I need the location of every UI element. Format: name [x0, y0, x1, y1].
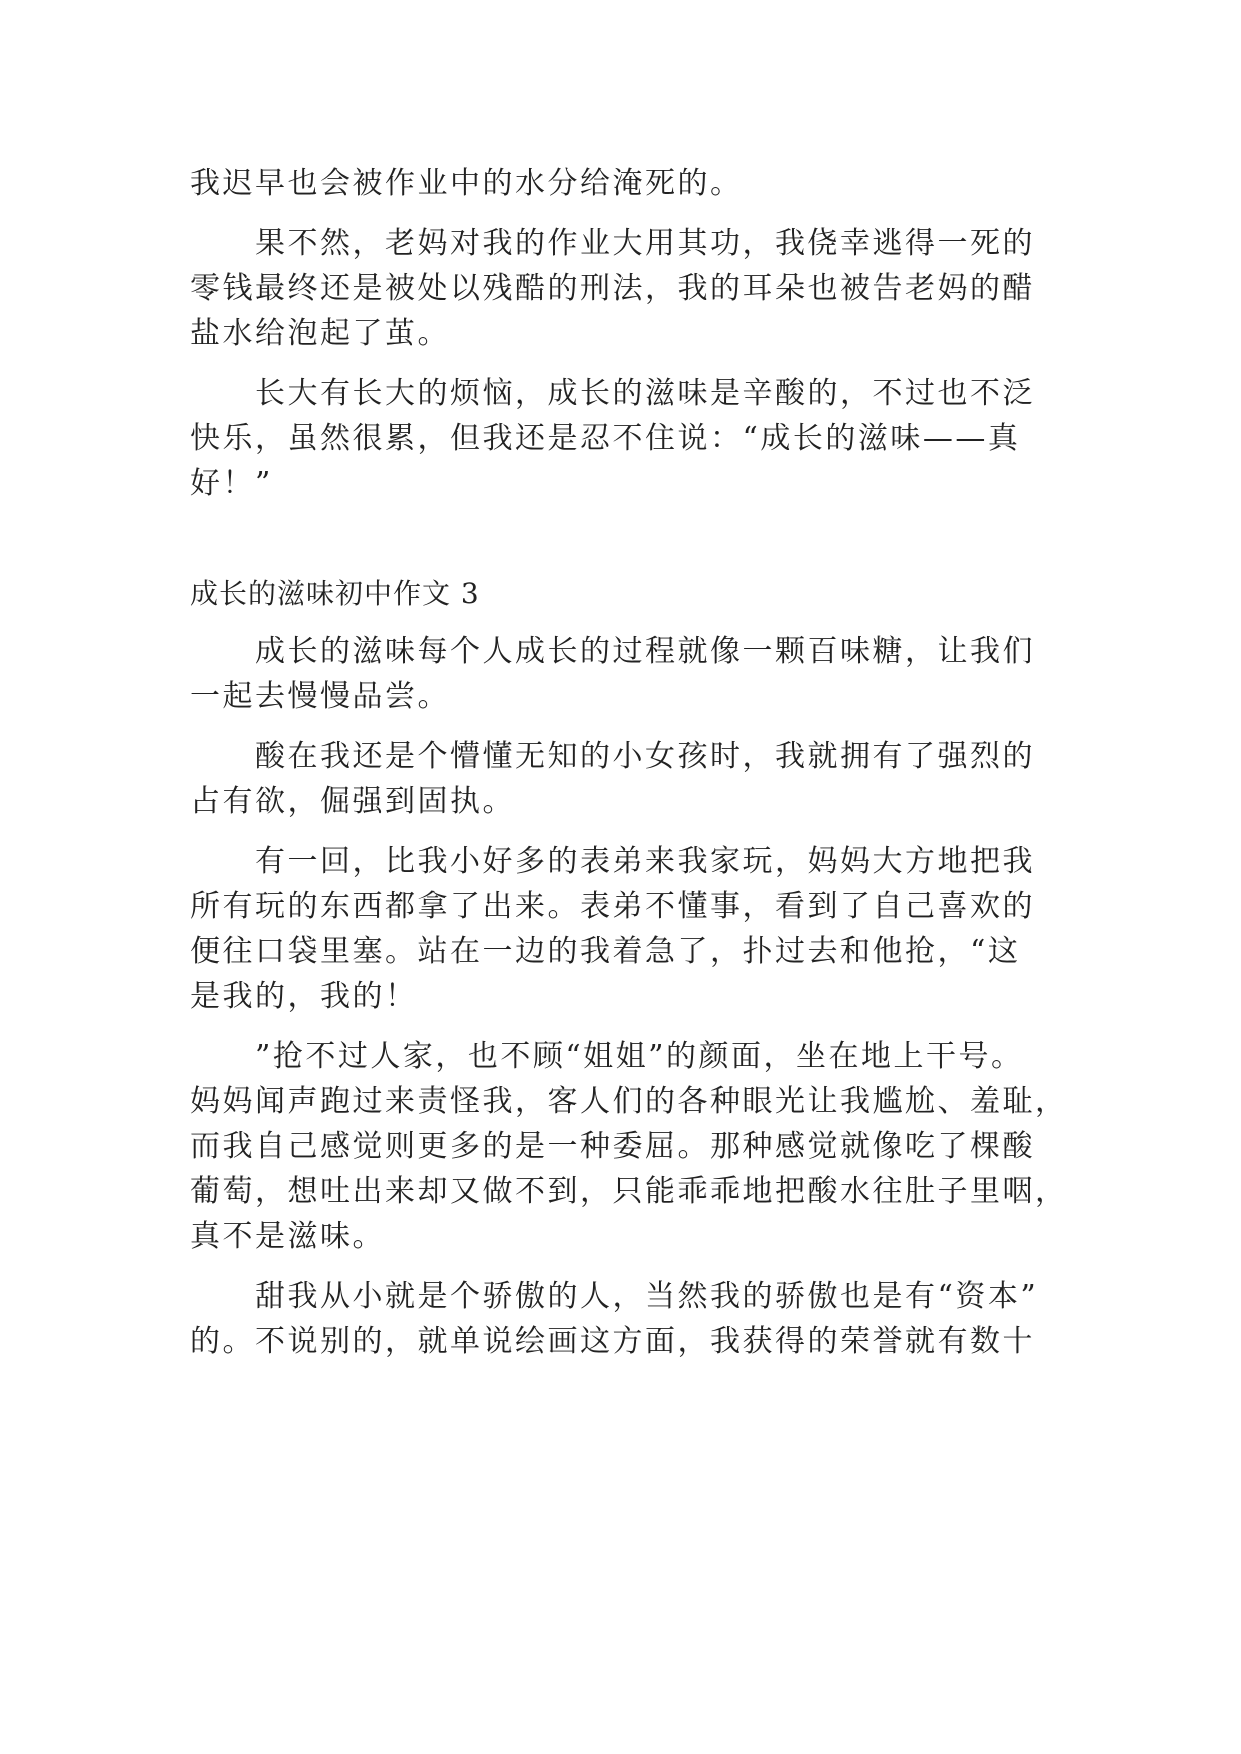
text-line: 盐水给泡起了茧。 [190, 316, 450, 351]
text-line: 酸在我还是个懵懂无知的小女孩时，我就拥有了强烈的 [255, 739, 1035, 774]
text-line: 有一回，比我小好多的表弟来我家玩，妈妈大方地把我 [255, 844, 1035, 879]
text-line: 长大有长大的烦恼，成长的滋味是辛酸的，不过也不泛 [255, 376, 1035, 411]
text-line: 所有玩的东西都拿了出来。表弟不懂事，看到了自己喜欢的 [190, 889, 1035, 924]
text-line: 真不是滋味。 [190, 1219, 385, 1254]
text-line: 果不然，老妈对我的作业大用其功，我侥幸逃得一死的 [255, 226, 1035, 261]
text-line: 快乐，虽然很累，但我还是忍不住说：“成长的滋味——真 [190, 421, 1021, 456]
text-line: 的。不说别的，就单说绘画这方面，我获得的荣誉就有数十 [190, 1324, 1035, 1359]
text-line: 而我自己感觉则更多的是一种委屈。那种感觉就像吃了棵酸 [190, 1129, 1035, 1164]
text-line: ”抢不过人家，也不顾“姐姐”的颜面，坐在地上干号。 [255, 1039, 1024, 1074]
text-line: 零钱最终还是被处以残酷的刑法，我的耳朵也被告老妈的醋 [190, 271, 1035, 306]
text-line: 成长的滋味每个人成长的过程就像一颗百味糖，让我们 [255, 634, 1035, 669]
text-line: 好！” [190, 466, 273, 501]
text-line: 甜我从小就是个骄傲的人，当然我的骄傲也是有“资本” [255, 1279, 1039, 1314]
text-line: 是我的，我的！ [190, 979, 418, 1014]
section-heading: 成长的滋味初中作文 3 [190, 577, 480, 610]
text-line: 一起去慢慢品尝。 [190, 679, 450, 714]
text-line: 占有欲，倔强到固执。 [190, 784, 515, 819]
text-line: 妈妈闻声跑过来责怪我，客人们的各种眼光让我尴尬、羞耻， [190, 1084, 1068, 1119]
text-line: 我迟早也会被作业中的水分给淹死的。 [190, 166, 743, 201]
text-line: 便往口袋里塞。站在一边的我着急了，扑过去和他抢，“这 [190, 934, 1021, 969]
text-line: 葡萄，想吐出来却又做不到，只能乖乖地把酸水往肚子里咽， [190, 1174, 1068, 1209]
